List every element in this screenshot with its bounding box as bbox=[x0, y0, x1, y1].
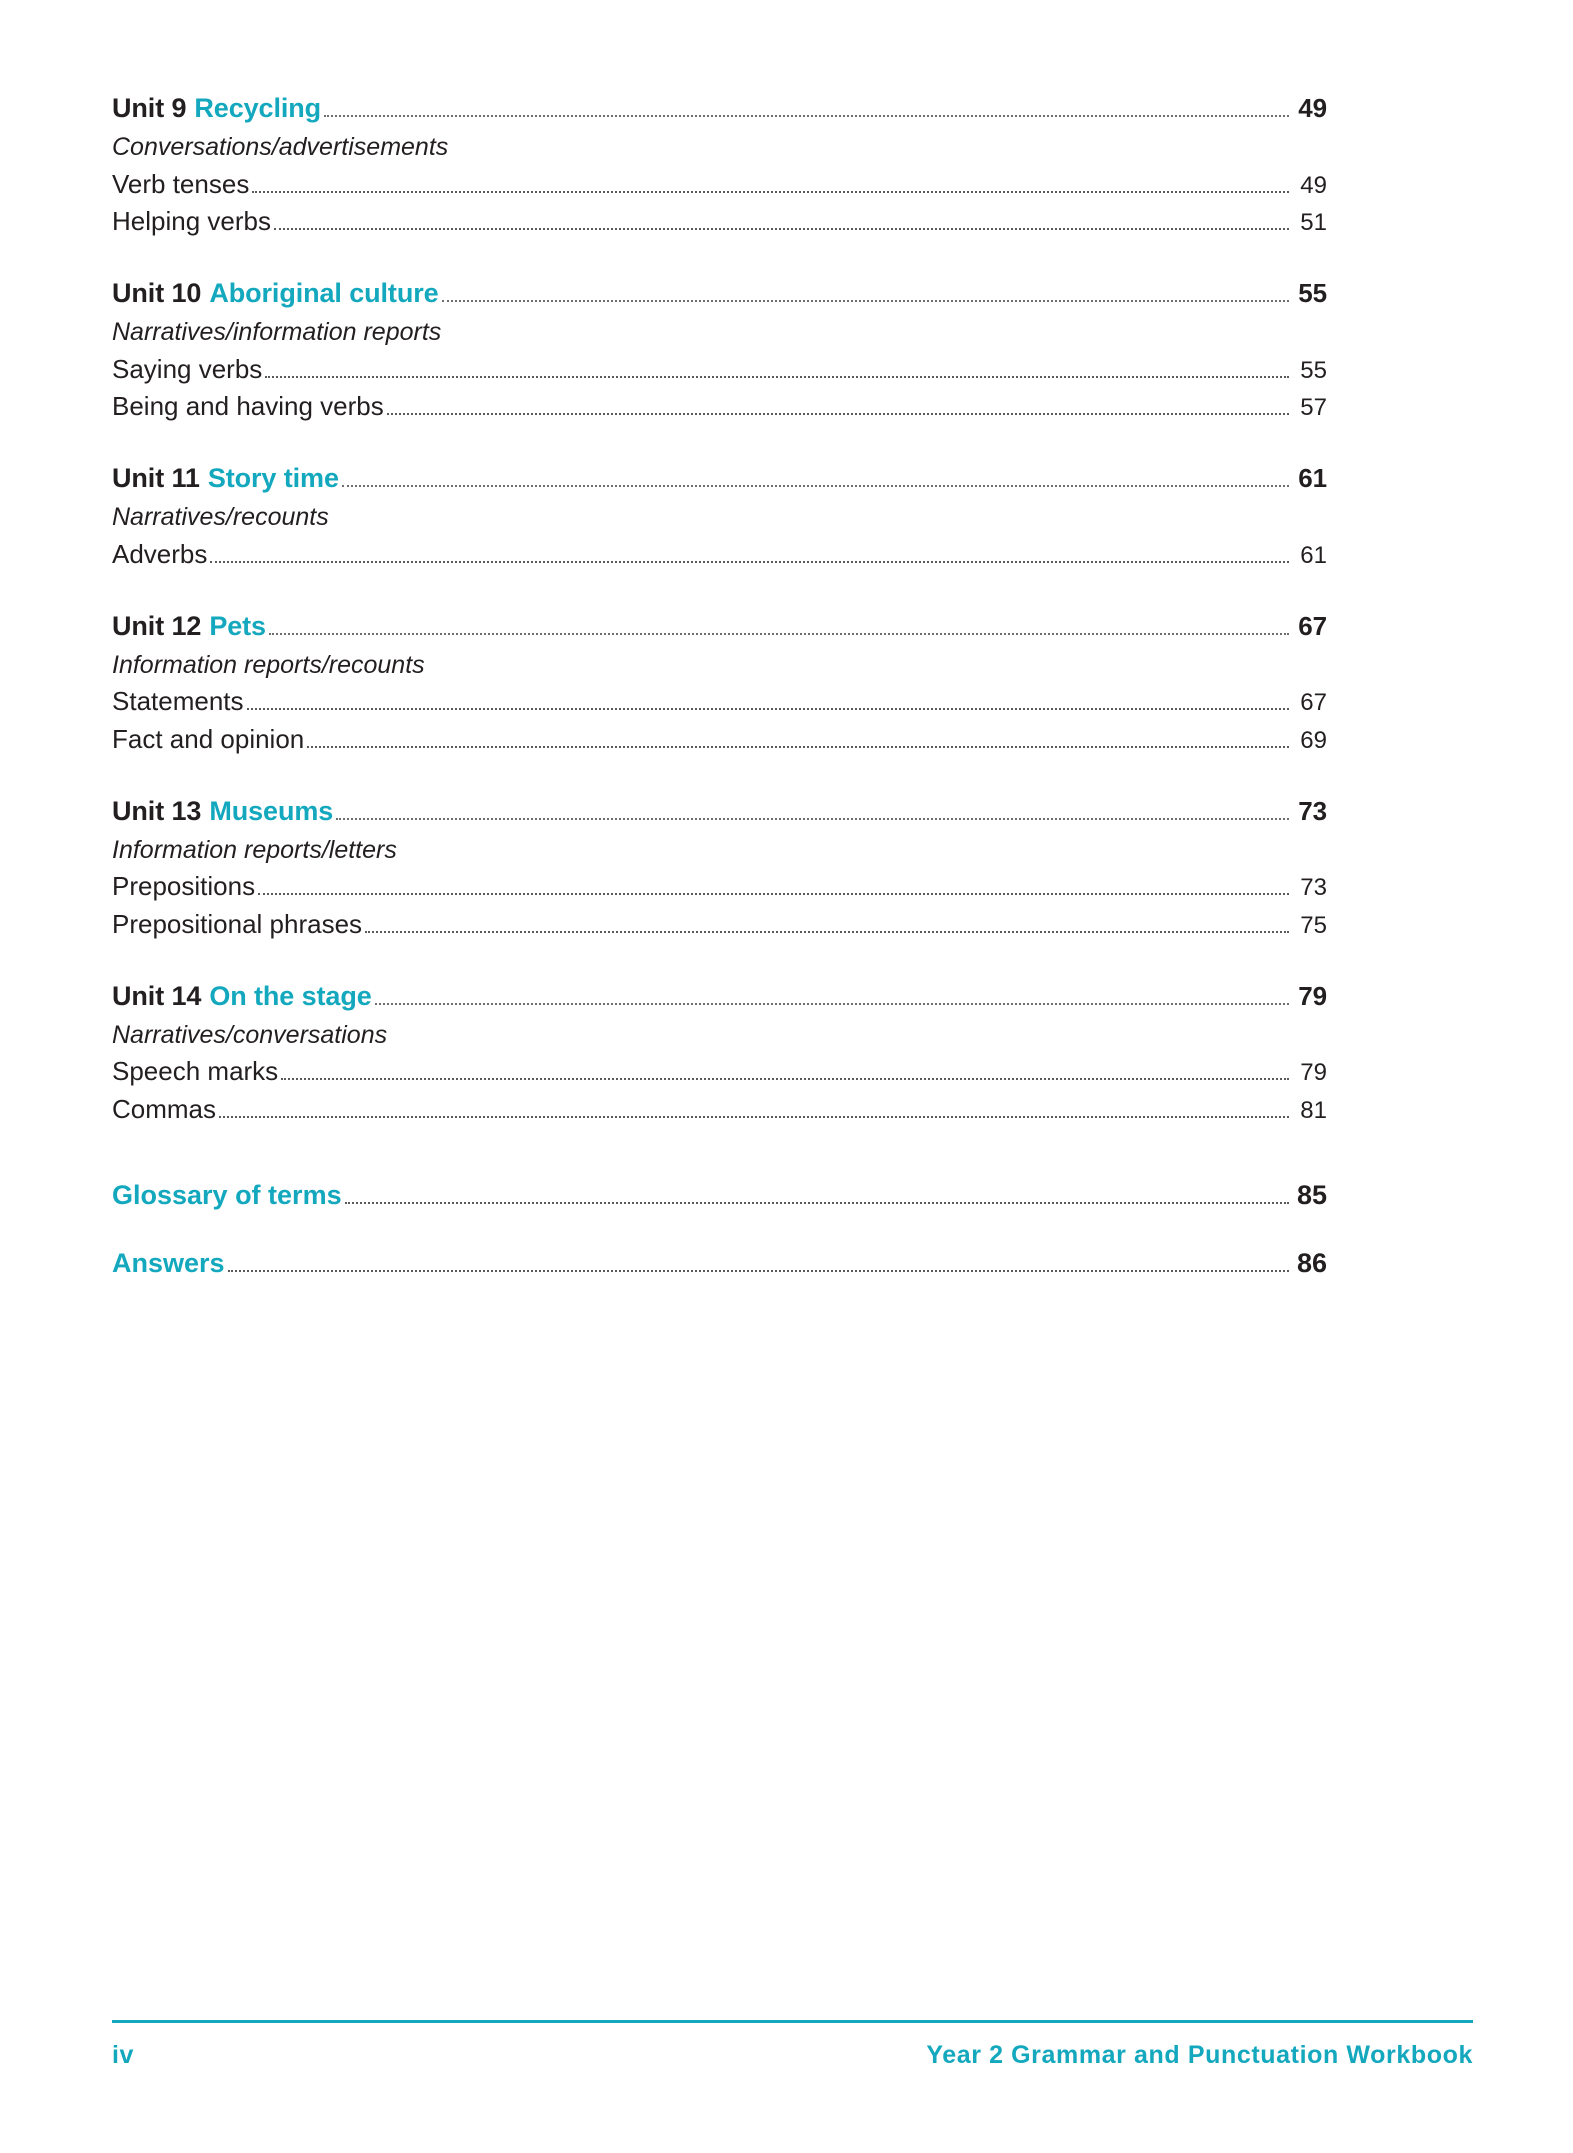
page-footer bbox=[112, 2020, 1473, 2070]
dot-leader bbox=[281, 1078, 1289, 1080]
unit-page-number: 79 bbox=[1298, 980, 1327, 1011]
dot-leader bbox=[336, 818, 1289, 820]
unit-page-number: 55 bbox=[1298, 277, 1327, 308]
folio-number: iv bbox=[112, 2041, 134, 2069]
topic-entry[interactable] bbox=[112, 1092, 1327, 1127]
unit-page-number: 67 bbox=[1298, 610, 1327, 641]
topic-page-number: 81 bbox=[1300, 1096, 1327, 1124]
dot-leader bbox=[375, 1003, 1289, 1005]
dot-leader bbox=[365, 931, 1289, 933]
dot-leader bbox=[345, 1202, 1289, 1204]
topic-page-number: 75 bbox=[1300, 911, 1327, 939]
topic-page-number: 79 bbox=[1300, 1059, 1327, 1087]
unit-number: Unit 11 bbox=[112, 462, 200, 493]
unit-title: Aboriginal culture bbox=[209, 277, 439, 308]
unit-heading[interactable] bbox=[112, 608, 1327, 644]
contents-list bbox=[112, 90, 1327, 1313]
topic-entry[interactable] bbox=[112, 167, 1327, 202]
dot-leader bbox=[247, 708, 1289, 710]
unit-title: Museums bbox=[209, 795, 334, 826]
topic-label: Statements bbox=[112, 686, 244, 717]
topic-label: Commas bbox=[112, 1093, 217, 1124]
topic-label: Verb tenses bbox=[112, 168, 250, 199]
unit-genre: Narratives/recounts bbox=[112, 503, 329, 532]
topic-label: Prepositions bbox=[112, 871, 256, 902]
section-page-number: 85 bbox=[1296, 1179, 1327, 1210]
unit-heading[interactable] bbox=[112, 275, 1327, 311]
section-entry-glossary[interactable] bbox=[112, 1177, 1327, 1213]
topic-label: Saying verbs bbox=[112, 353, 263, 384]
footer-divider bbox=[112, 2020, 1473, 2023]
unit-genre: Narratives/conversations bbox=[112, 1020, 388, 1049]
unit-heading[interactable] bbox=[112, 978, 1327, 1014]
topic-page-number: 55 bbox=[1300, 356, 1327, 384]
unit-genre: Information reports/letters bbox=[112, 835, 397, 864]
topic-entry[interactable] bbox=[112, 869, 1327, 904]
topic-page-number: 69 bbox=[1300, 726, 1327, 754]
unit-entry bbox=[112, 608, 1327, 757]
topic-label: Speech marks bbox=[112, 1056, 279, 1087]
topic-label: Adverbs bbox=[112, 538, 208, 569]
topic-page-number: 49 bbox=[1300, 171, 1327, 199]
topic-page-number: 51 bbox=[1300, 208, 1327, 236]
unit-page-number: 49 bbox=[1298, 93, 1327, 123]
unit-number: Unit 9 bbox=[112, 93, 187, 123]
section-entry-answers[interactable] bbox=[112, 1245, 1327, 1281]
dot-leader bbox=[210, 561, 1289, 563]
dot-leader bbox=[442, 300, 1289, 302]
topic-entry[interactable] bbox=[112, 1054, 1327, 1089]
topic-label: Being and having verbs bbox=[112, 390, 384, 421]
topic-entry[interactable] bbox=[112, 389, 1327, 424]
topic-entry[interactable] bbox=[112, 684, 1327, 719]
book-title: Year 2 Grammar and Punctuation Workbook bbox=[926, 2041, 1473, 2069]
topic-entry[interactable] bbox=[112, 722, 1327, 757]
dot-leader bbox=[307, 746, 1289, 748]
spacer bbox=[112, 1163, 1327, 1177]
dot-leader bbox=[219, 1116, 1289, 1118]
unit-heading[interactable] bbox=[112, 90, 1327, 126]
topic-page-number: 73 bbox=[1300, 874, 1327, 902]
topic-page-number: 61 bbox=[1300, 541, 1327, 569]
unit-title: On the stage bbox=[209, 980, 372, 1011]
dot-leader bbox=[252, 191, 1289, 193]
dot-leader bbox=[258, 893, 1289, 895]
dot-leader bbox=[228, 1270, 1289, 1272]
section-page-number: 86 bbox=[1296, 1247, 1327, 1278]
unit-genre: Conversations/advertisements bbox=[112, 133, 449, 162]
topic-entry[interactable] bbox=[112, 352, 1327, 387]
unit-entry bbox=[112, 275, 1327, 424]
unit-entry bbox=[112, 978, 1327, 1127]
topic-label: Fact and opinion bbox=[112, 723, 305, 754]
topic-label: Prepositional phrases bbox=[112, 908, 363, 939]
unit-number: Unit 14 bbox=[112, 980, 202, 1011]
dot-leader bbox=[324, 115, 1289, 117]
unit-title: Recycling bbox=[194, 93, 322, 123]
topic-entry[interactable] bbox=[112, 537, 1327, 572]
unit-number: Unit 13 bbox=[112, 795, 202, 826]
unit-entry bbox=[112, 90, 1327, 239]
section-label: Answers bbox=[112, 1247, 225, 1278]
unit-title: Story time bbox=[207, 462, 339, 493]
unit-genre: Information reports/recounts bbox=[112, 650, 425, 679]
topic-entry[interactable] bbox=[112, 907, 1327, 942]
dot-leader bbox=[274, 228, 1289, 230]
unit-entry bbox=[112, 793, 1327, 942]
unit-number: Unit 12 bbox=[112, 610, 202, 641]
unit-number: Unit 10 bbox=[112, 277, 202, 308]
unit-page-number: 73 bbox=[1298, 795, 1327, 826]
unit-title: Pets bbox=[209, 610, 266, 641]
unit-genre: Narratives/information reports bbox=[112, 318, 442, 347]
topic-page-number: 67 bbox=[1300, 689, 1327, 717]
unit-page-number: 61 bbox=[1298, 462, 1327, 493]
unit-heading[interactable] bbox=[112, 460, 1327, 496]
dot-leader bbox=[342, 485, 1289, 487]
unit-heading[interactable] bbox=[112, 793, 1327, 829]
unit-entry bbox=[112, 460, 1327, 572]
section-label: Glossary of terms bbox=[112, 1179, 342, 1210]
dot-leader bbox=[265, 376, 1289, 378]
dot-leader bbox=[387, 413, 1289, 415]
topic-page-number: 57 bbox=[1300, 393, 1327, 421]
dot-leader bbox=[269, 633, 1289, 635]
topic-entry[interactable] bbox=[112, 204, 1327, 239]
topic-label: Helping verbs bbox=[112, 205, 271, 236]
